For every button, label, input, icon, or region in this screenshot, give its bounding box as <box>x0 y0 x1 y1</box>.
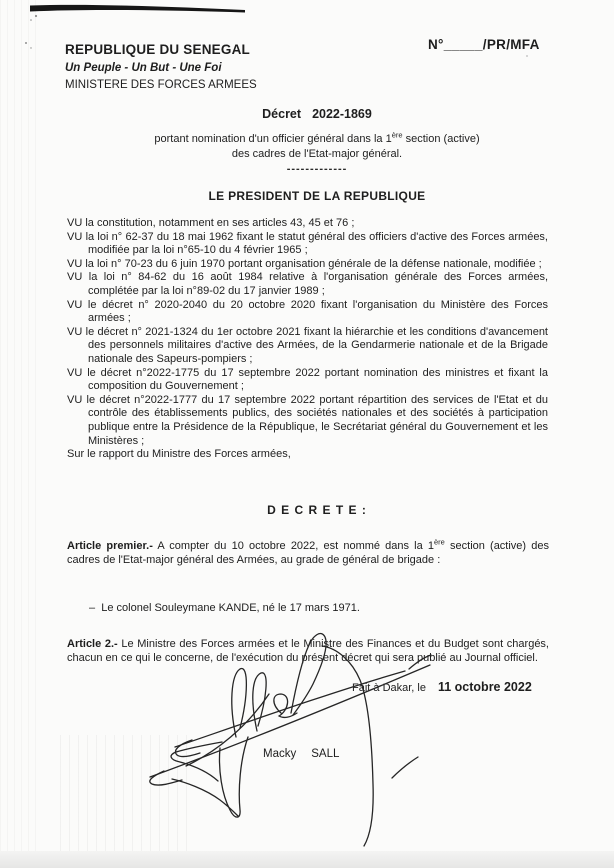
vu-item: VU le décret n° 2020-2040 du 20 octobre 2020 fixant l'organisation du Ministère des Forces armées ; <box>67 298 549 325</box>
signoff-date: 11 octobre 2022 <box>437 680 532 694</box>
scan-artifact-bottom-edge <box>0 851 614 868</box>
republic-name: REPUBLIQUE DU SENEGAL <box>65 42 250 57</box>
decree-word: Décret <box>262 107 302 121</box>
vu-item: VU le décret n° 2021-1324 du 1er octobre 2021 fixant la hiérarchie et les conditions d'avancement des personnels militaires d'active des Armées, de la Gendarmerie nationale et de la Brigade nationale des Sapeurs-pompiers ; <box>67 325 548 365</box>
ministry-name: MINISTERE DES FORCES ARMEES <box>65 79 257 91</box>
list-dash: – <box>89 602 96 614</box>
appointment-text: Le colonel Souleymane KANDE, né le 17 mars 1971. <box>101 602 360 614</box>
decree-subtitle <box>67 132 567 161</box>
decree-title <box>67 107 567 121</box>
vu-item: VU le décret n°2022-1777 du 17 septembre 2022 portant répartition des services de l'Etat et du contrôle des établissements publics, des sociétés nationales et des sociétés à participation publique entre la Présidence de la République, le Secrétariat général du Gouvernement et les Ministères ; <box>67 393 549 447</box>
decrete-heading: D E C R E T E : <box>267 503 367 517</box>
subtitle-line1: portant nomination d'un officier général dans la 1 <box>154 133 392 145</box>
vu-item: VU la loi n° 70-23 du 6 juin 1970 portant organisation générale de la défense nationale, modifiée ; <box>67 257 542 270</box>
signoff-line <box>352 680 532 694</box>
scan-artifact-left-streaks <box>0 0 42 868</box>
dashed-separator: ------------- <box>286 163 348 175</box>
preamble-closing: Sur le rapport du Ministre des Forces armées, <box>67 448 291 461</box>
scan-top-line <box>30 5 245 13</box>
vu-item: VU la loi n° 84-62 du 16 août 1984 relative à l'organisation générale des Forces armées, complétée par la loi n°89-02 du 17 janvier 1989 ; <box>67 271 548 297</box>
article-2-lead: Article 2.- <box>67 638 118 650</box>
vu-item: VU le décret n°2022-1775 du 17 septembre 2022 portant nomination des ministres et fixant la composition du Gouvernement ; <box>67 366 548 393</box>
signature-scribble <box>150 633 431 846</box>
subtitle-line1-end: section (active) <box>402 133 480 145</box>
subtitle-line2: des cadres de l'Etat-major général. <box>231 147 403 160</box>
vu-item: VU la loi n° 62-37 du 18 mai 1962 fixant le statut général des officiers d'active des Forces armées, modifiée par la loi n°65-10 du 4 février 1965 ; <box>67 230 548 257</box>
signer-name: Macky SALL <box>263 748 340 760</box>
article-1-lead: Article premier.- <box>67 540 153 552</box>
signoff-place: Fait à Dakar, le <box>352 682 426 694</box>
subtitle-superscript: ère <box>391 130 403 140</box>
scan-artifact-bottom-streaks <box>60 735 190 868</box>
preamble-block <box>67 217 548 462</box>
appointment-line <box>89 602 526 616</box>
reference-number: N°_____/PR/MFA <box>428 37 540 52</box>
national-motto: Un Peuple - Un But - Une Foi <box>65 62 222 74</box>
article-1-superscript: ère <box>434 537 445 547</box>
decree-number: 2022-1869 <box>312 107 372 121</box>
vu-item: VU la constitution, notamment en ses articles 43, 45 et 76 ; <box>67 217 355 229</box>
article-2: Article 2.- Le Ministre des Forces armées et le Ministre des Finances et du Budget sont chargés, chacun en ce qui le concerne, de l'exécution du présent décret qui sera publié au Journal officiel. <box>67 638 549 664</box>
salutation-heading: LE PRESIDENT DE LA REPUBLIQUE <box>208 189 426 203</box>
article-1: Article premier.- A compter du 10 octobre 2022, est nommé dans la 1ère section (active) des cadres de l'Etat-major général des Armées, au grade de général de brigade : <box>67 537 549 566</box>
